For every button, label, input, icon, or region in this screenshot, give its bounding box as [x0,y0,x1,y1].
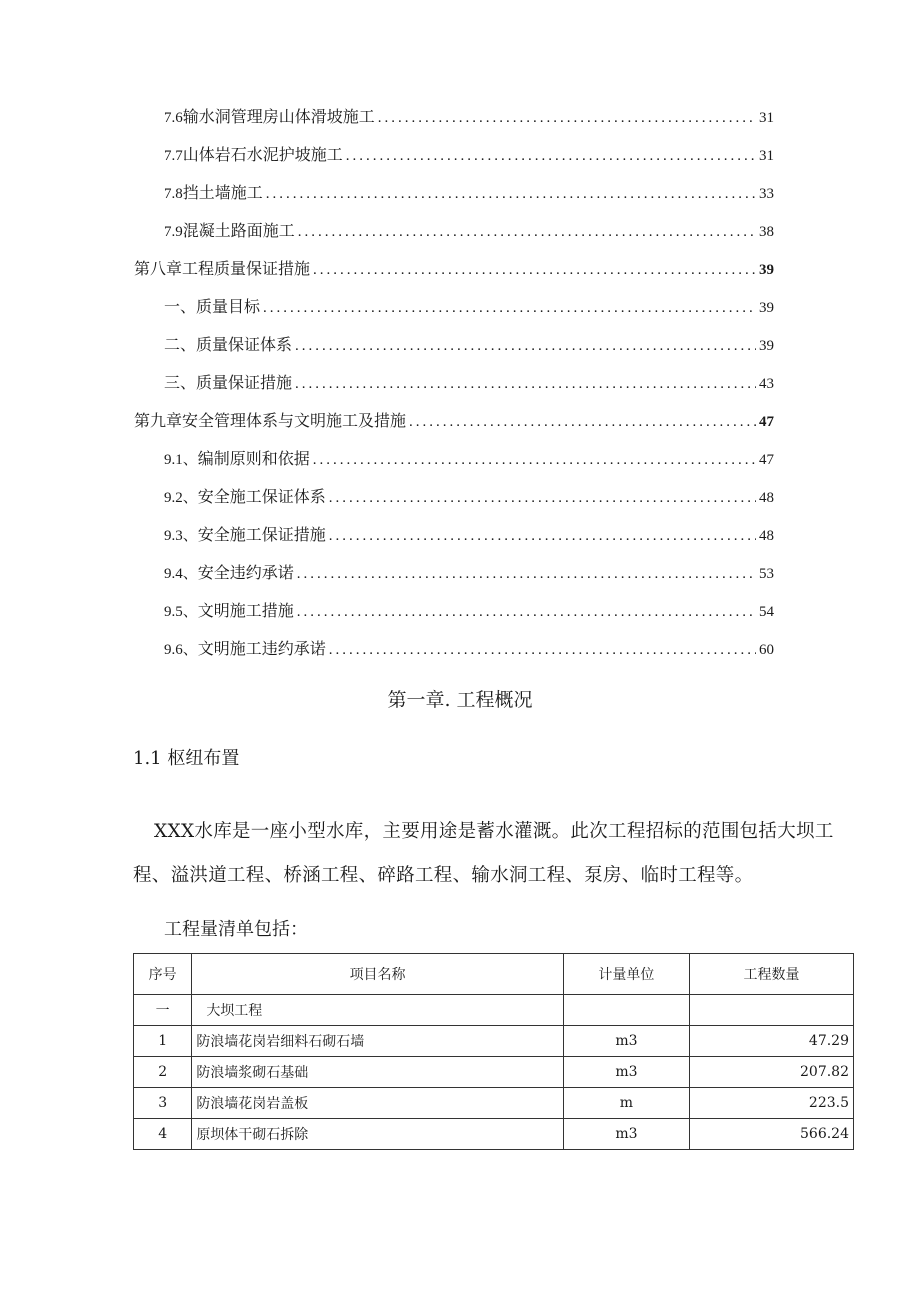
toc-entry[interactable] [0,172,920,210]
toc-entry[interactable] [0,134,920,172]
toc-entry[interactable] [0,324,920,362]
toc-leader [298,224,756,241]
body-paragraph: XXX水库是一座小型水库，主要用途是蓄水灌溉。此次工程招标的范围包括大坝工程、溢洪道工程、桥涵工程、碎路工程、输水洞工程、泵房、临时工程等。 [133,821,834,886]
row-no: 1 [134,1026,192,1057]
toc-title: 第八章工程质量保证措施 [134,258,311,278]
toc-page-number: 39 [759,299,774,316]
table-row [134,1088,854,1119]
toc-title: 安全违约承诺 [197,562,294,582]
toc-leader [313,452,756,469]
row-qty: 207.82 [690,1057,854,1088]
table-row [134,1119,854,1150]
toc-number: 9.4、 [164,565,198,582]
toc-title: 二、质量保证体系 [164,334,293,354]
table-of-contents [0,96,920,666]
row-name: 防浪墙花岗岩盖板 [192,1088,564,1119]
toc-number: 7.7 [164,147,183,164]
toc-number: 9.2、 [164,489,198,506]
toc-leader [329,490,756,507]
group-unit [563,995,689,1026]
toc-entry[interactable] [0,438,920,476]
toc-entry[interactable] [0,362,920,400]
toc-page-number: 54 [759,603,774,620]
toc-page-number: 43 [759,375,774,392]
toc-page-number: 47 [759,451,774,468]
row-name: 防浪墙浆砌石基础 [192,1057,564,1088]
toc-page-number: 38 [759,223,774,240]
row-unit: m [563,1088,689,1119]
toc-title: 安全施工保证体系 [197,486,326,506]
row-qty: 47.29 [690,1026,854,1057]
toc-leader [263,300,756,317]
header-name: 项目名称 [192,954,564,995]
list-caption: 工程量清单包括： [164,919,308,940]
group-no: 一 [134,995,192,1026]
toc-page-number: 60 [759,641,774,658]
table-row [134,1057,854,1088]
toc-entry[interactable] [0,96,920,134]
toc-leader [295,376,756,393]
toc-leader [297,566,756,583]
toc-title: 挡土墙施工 [182,182,263,202]
toc-leader [313,262,756,279]
toc-number: 9.3、 [164,527,198,544]
toc-title: 三、质量保证措施 [164,372,293,392]
toc-title: 混凝土路面施工 [182,220,295,240]
toc-title: 文明施工违约承诺 [197,638,326,658]
chapter-title: 第一章. 工程概况 [387,689,533,711]
toc-number: 9.1、 [164,451,198,468]
row-name: 原坝体干砌石拆除 [192,1119,564,1150]
row-no: 2 [134,1057,192,1088]
toc-leader [346,148,756,165]
toc-number: 7.9 [164,223,183,240]
toc-leader [409,414,756,431]
toc-leader [266,186,756,203]
toc-number: 7.8 [164,185,183,202]
row-no: 3 [134,1088,192,1119]
toc-entry[interactable] [0,552,920,590]
toc-page-number: 31 [759,147,774,164]
toc-chapter-entry[interactable] [0,400,920,438]
table-row [134,1026,854,1057]
toc-entry[interactable] [0,286,920,324]
header-qty: 工程数量 [690,954,854,995]
toc-page-number: 48 [759,527,774,544]
group-qty [690,995,854,1026]
toc-entry[interactable] [0,514,920,552]
toc-leader [329,528,756,545]
row-unit: m3 [563,1026,689,1057]
toc-page-number: 48 [759,489,774,506]
toc-title: 编制原则和依据 [197,448,310,468]
toc-chapter-entry[interactable] [0,248,920,286]
toc-page-number: 39 [759,337,774,354]
header-unit: 计量单位 [563,954,689,995]
toc-leader [329,642,756,659]
section-title: 1.1 枢纽布置 [133,748,240,769]
toc-page-number: 31 [759,109,774,126]
toc-entry[interactable] [0,590,920,628]
toc-title: 山体岩石水泥护坡施工 [182,144,343,164]
toc-entry[interactable] [0,210,920,248]
toc-entry[interactable] [0,476,920,514]
row-unit: m3 [563,1057,689,1088]
quantity-table [133,953,854,1150]
row-no: 4 [134,1119,192,1150]
toc-leader [378,110,756,127]
toc-entry[interactable] [0,628,920,666]
toc-title: 文明施工措施 [197,600,294,620]
group-name: 大坝工程 [192,995,564,1026]
toc-leader [297,604,756,621]
header-no: 序号 [134,954,192,995]
toc-number: 9.6、 [164,641,198,658]
table-group-row [134,995,854,1026]
row-qty: 223.5 [690,1088,854,1119]
toc-page-number: 33 [759,185,774,202]
toc-number: 9.5、 [164,603,198,620]
toc-title: 安全施工保证措施 [197,524,326,544]
toc-number: 7.6 [164,109,183,126]
row-qty: 566.24 [690,1119,854,1150]
toc-page-number: 39 [759,261,774,278]
row-name: 防浪墙花岗岩细料石砌石墙 [192,1026,564,1057]
row-unit: m3 [563,1119,689,1150]
toc-page-number: 47 [759,413,774,430]
toc-title: 输水洞管理房山体滑坡施工 [182,106,375,126]
table-header-row [134,954,854,995]
toc-title: 第九章安全管理体系与文明施工及措施 [134,410,407,430]
toc-page-number: 53 [759,565,774,582]
toc-title: 一、质量目标 [164,296,261,316]
toc-leader [295,338,756,355]
